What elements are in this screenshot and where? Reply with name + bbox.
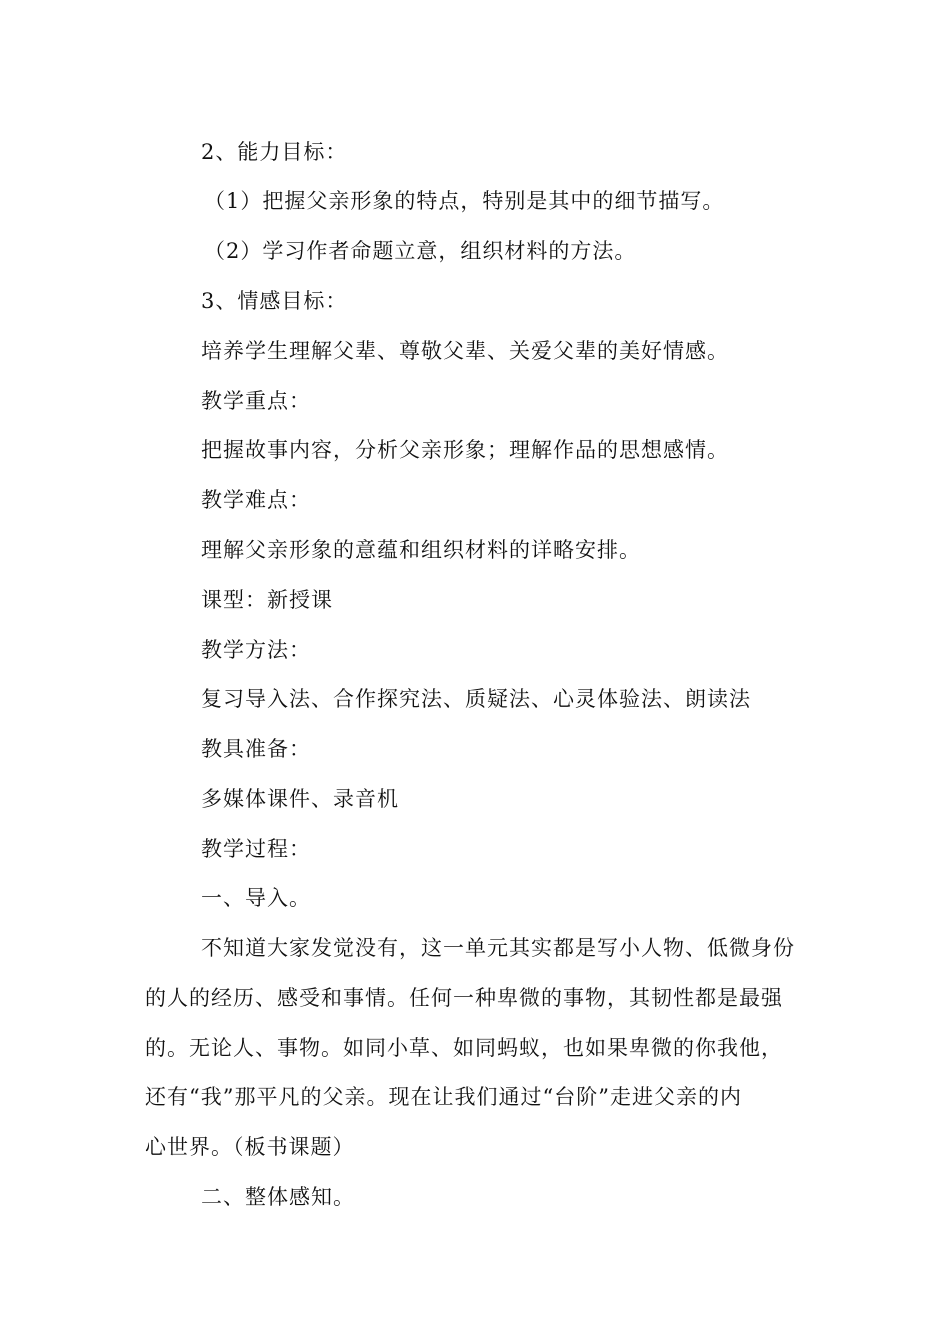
lesson-type: 课型：新授课: [201, 588, 333, 612]
ability-goal-item-2: （2）学习作者命题立意，组织材料的方法。: [204, 239, 637, 263]
process-heading: 教学过程：: [201, 837, 311, 861]
key-points-heading: 教学重点：: [201, 389, 311, 413]
methods-text: 复习导入法、合作探究法、质疑法、心灵体验法、朗读法: [201, 687, 751, 711]
paragraph-line-5: 心世界。（板书课题）: [145, 1135, 355, 1159]
key-points-text: 把握故事内容，分析父亲形象；理解作品的思想感情。: [201, 438, 729, 462]
paragraph-line-4: 还有“我”那平凡的父亲。现在让我们通过“台阶”走进父亲的内: [145, 1085, 742, 1109]
emotion-goal-heading: 3、情感目标：: [201, 289, 348, 313]
methods-heading: 教学方法：: [201, 638, 311, 662]
teaching-aids-text: 多媒体课件、录音机: [201, 787, 399, 811]
emotion-goal-text: 培养学生理解父辈、尊敬父辈、关爱父辈的美好情感。: [201, 339, 729, 363]
paragraph-line-3: 的。无论人、事物。如同小草、如同蚂蚁，也如果卑微的你我他，: [145, 1036, 783, 1060]
paragraph-line-2: 的人的经历、感受和事情。任何一种卑微的事物，其韧性都是最强: [145, 986, 783, 1010]
section-two-heading: 二、整体感知。: [201, 1185, 355, 1209]
section-one-heading: 一、导入。: [201, 886, 311, 910]
ability-goal-heading: 2、能力目标：: [201, 140, 348, 164]
difficulties-text: 理解父亲形象的意蕴和组织材料的详略安排。: [201, 538, 641, 562]
teaching-aids-heading: 教具准备：: [201, 737, 311, 761]
difficulties-heading: 教学难点：: [201, 488, 311, 512]
paragraph-line-1: 不知道大家发觉没有，这一单元其实都是写小人物、低微身份: [201, 936, 795, 960]
ability-goal-item-1: （1）把握父亲形象的特点，特别是其中的细节描写。: [204, 189, 725, 213]
